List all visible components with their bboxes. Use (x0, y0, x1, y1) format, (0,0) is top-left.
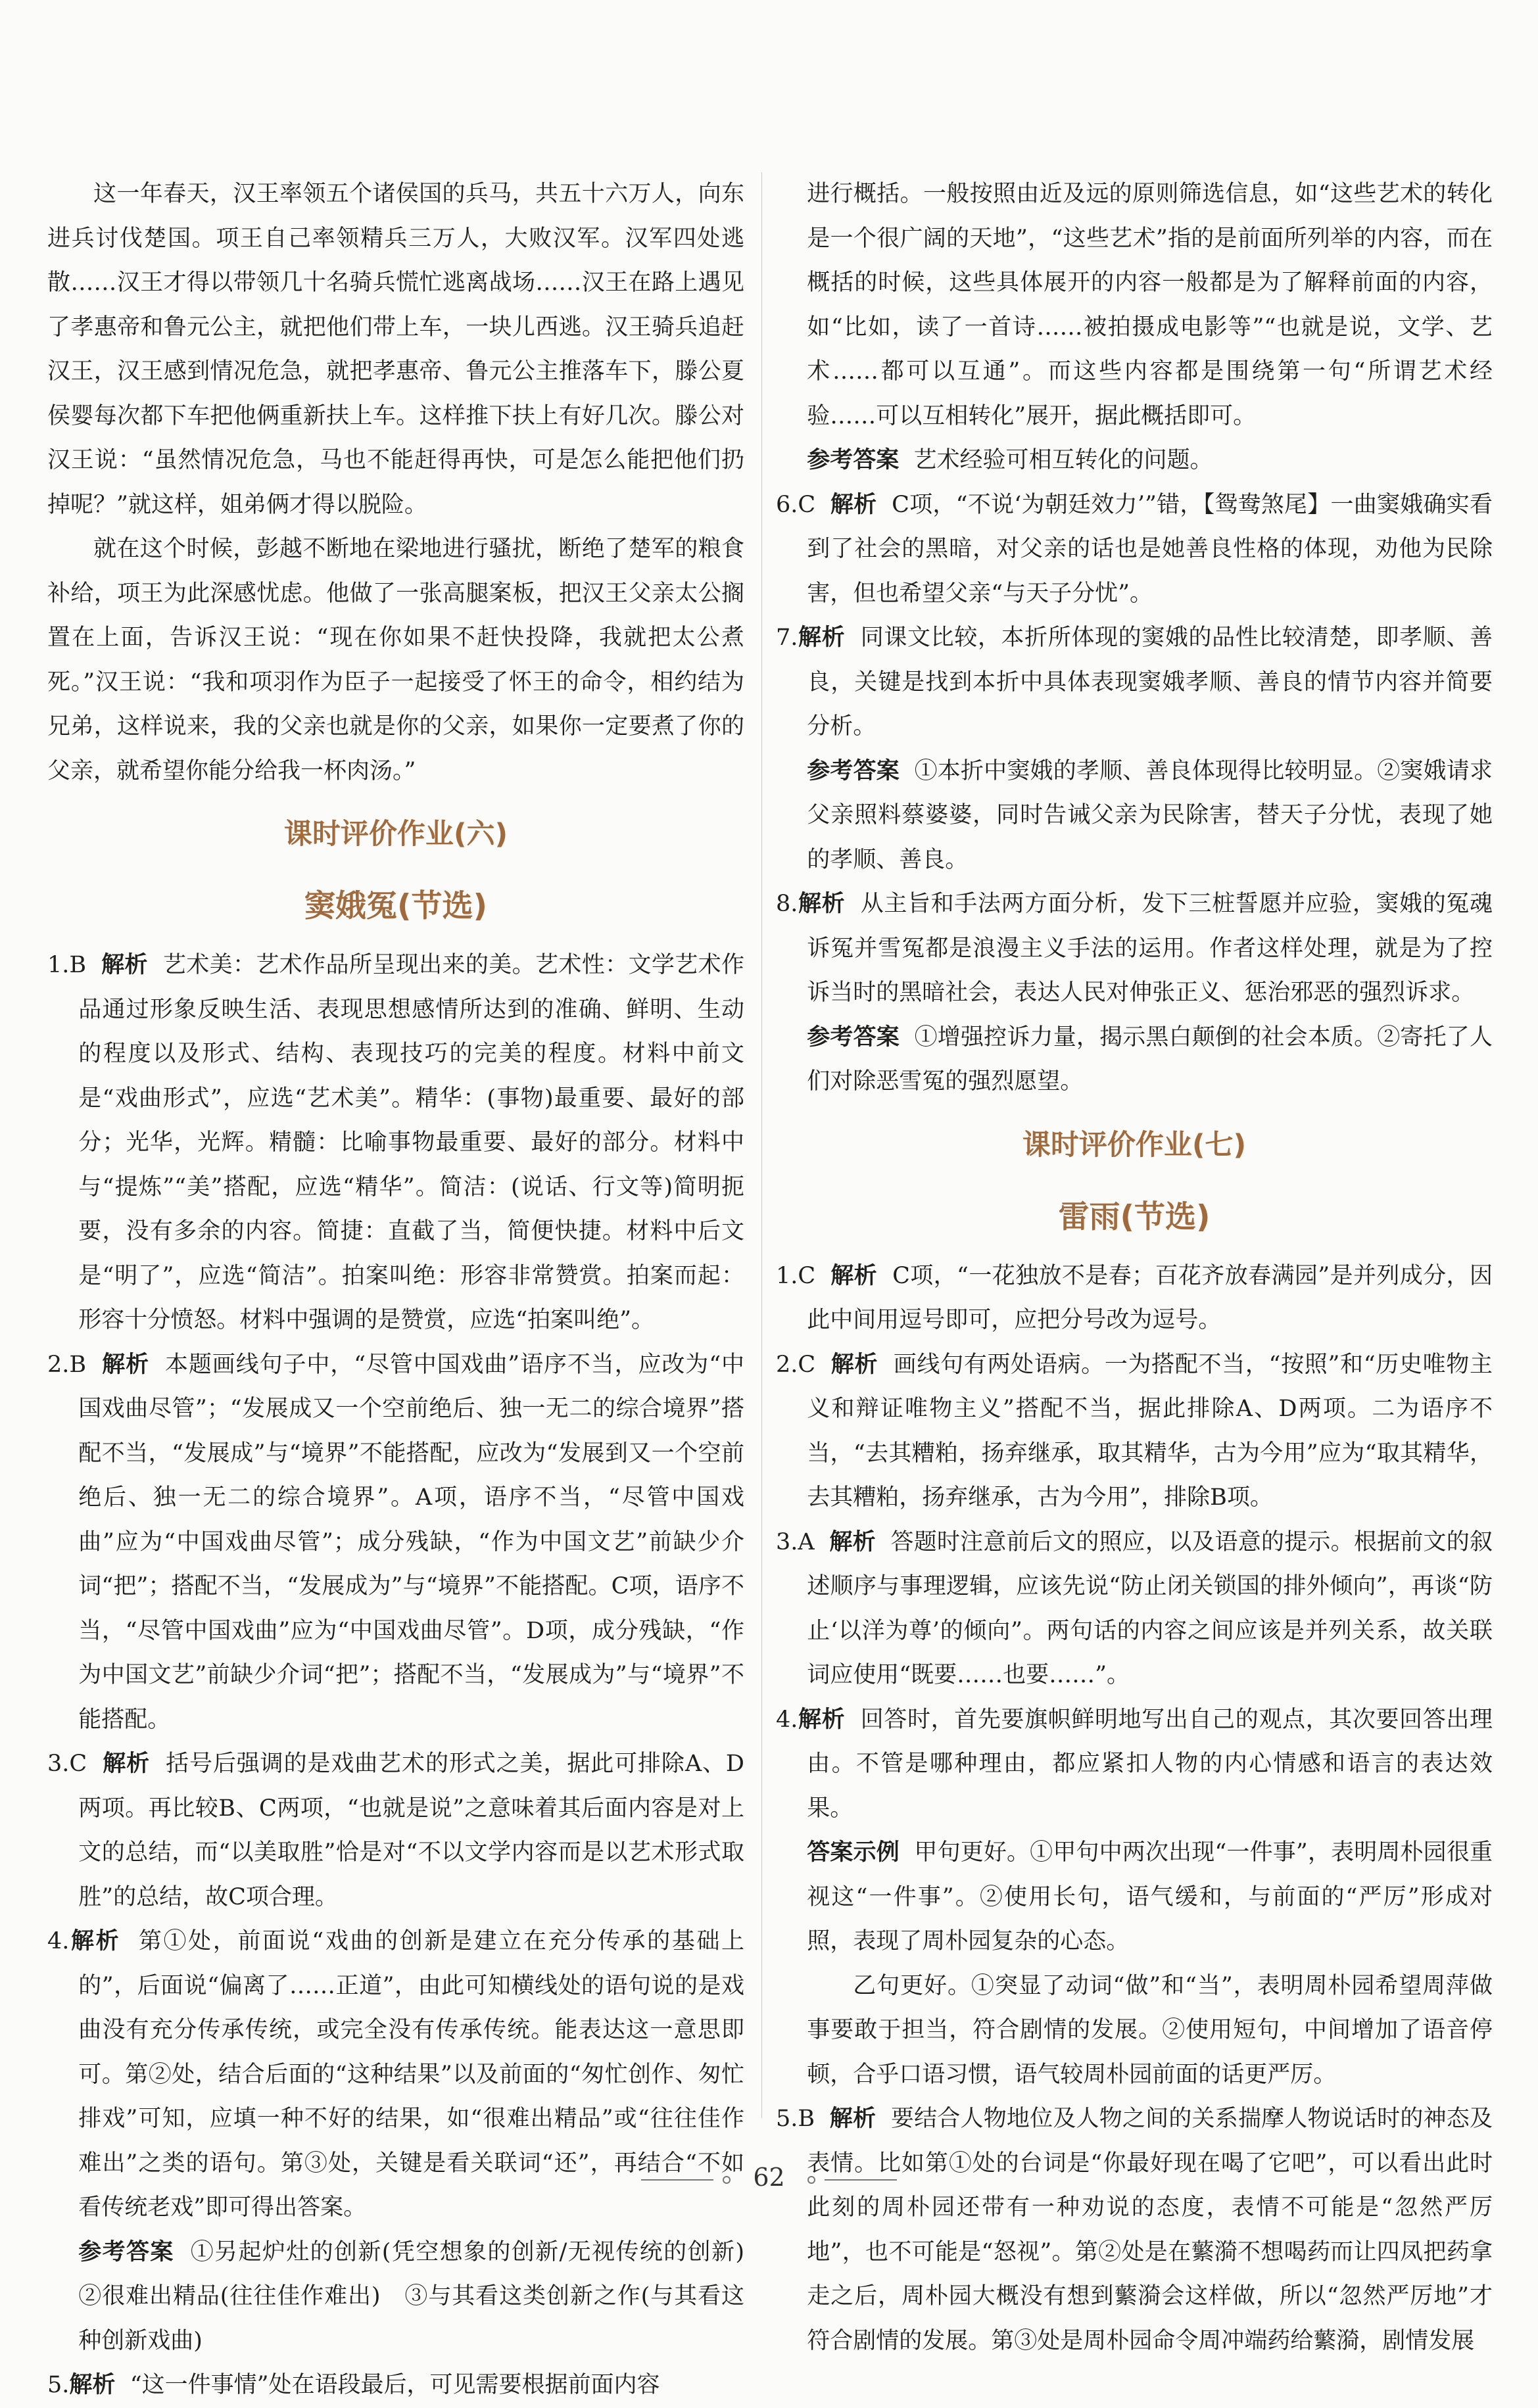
sample-answer-label: 答案示例 (807, 1839, 900, 1866)
analysis-label: 解析 (829, 2106, 877, 2132)
answer-item-5-continued: 进行概括。一般按照由近及远的原则筛选信息，如“这些艺术的转化是一个很广阔的天地”，“这些艺术”指的是前面所列举的内容，而在概括的时候，这些具体展开的内容一般都是为了解释前面的内容，如“比如，读了一首诗……被拍摄成电影等”“也就是说，文学、艺术……都可以互通”。而这些内容都是围绕第一句“所谓艺术经验……可以互相转化”展开，据此概括即可。 (807, 181, 1493, 429)
section-header-6: 课时评价作业(六) (283, 818, 508, 851)
analysis-label: 解析 (798, 891, 846, 917)
story-paragraph-1: 这一年春天，汉王率领五个诸侯国的兵马，共五十六万人，向东进兵讨伐楚国。项王自己率领精兵三万人，大败汉军。汉军四处逃散……汉王才得以带领几十名骑兵慌忙逃离战场……汉王在路上遇见了孝惠帝和鲁元公主，就把他们带上车，一块儿西逃。汉王骑兵追赶汉王，汉王感到情况危急，就把孝惠帝、鲁元公主推落车下，滕公夏侯婴每次都下车把他俩重新扶上车。这样推下扶上有好几次。滕公对汉王说：“虽然情况危急，马也不能赶得再快，可是怎么能把他们扔掉呢？”就这样，姐弟俩才得以脱险。 (47, 181, 744, 518)
item-number: 1.B (47, 952, 87, 978)
story-paragraph-2: 就在这个时候，彭越不断地在梁地进行骚扰，断绝了楚军的粮食补给，项王为此深感忧虑。他做了一张高腿案板，把汉王父亲太公搁置在上面，告诉汉王说：“现在你如果不赶快投降，我就把太公煮死。”汉王说：“我和项羽作为臣子一起接受了怀王的命令，相约结为兄弟，这样说来，我的父亲也就是你的父亲，如果你一定要煮了你的父亲，就希望你能分给我一杯肉汤。” (47, 536, 744, 784)
item-number: 3.C (47, 1751, 87, 1777)
reference-answer-text: ①另起炉灶的创新(凭空想象的创新/无视传统的创新) ②很难出精品(往往佳作难出) ③与其看这类创新之作(与其看这种创新戏曲) (78, 2238, 767, 2354)
analysis-label: 解析 (103, 1751, 151, 1777)
answer-item-2 (47, 1343, 744, 1743)
analysis-text: 回答时，首先要旗帜鲜明地写出自己的观点，其次要回答出理由。不管是哪种理由，都应紧扣人物的内心情感和语言的表达效果。 (807, 1706, 1493, 1822)
section-title-thunderstorm: 雷雨(节选) (1058, 1198, 1211, 1235)
item-number: 4. (776, 1706, 798, 1733)
reference-answer-4 (47, 2231, 767, 2364)
answer-item-8 (776, 882, 1493, 1016)
reference-answer-text: ①本折中窦娥的孝顺、善良体现得比较明显。②窦娥请求父亲照料蔡婆婆，同时告诫父亲为民除害，替天子分忧，表现了她的孝顺、善良。 (807, 757, 1493, 873)
reference-answer-text: ①增强控诉力量，揭示黑白颠倒的社会本质。②寄托了人们对除恶雪冤的强烈愿望。 (807, 1024, 1493, 1095)
analysis-text: 画线句有两处语病。一为搭配不当，“按照”和“历史唯物主义和辩证唯物主义”搭配不当，据此排除A、D两项。二为语序不当，“去其糟粕，扬弃继承，取其精华，古为今用”应为“取其精华，去其糟粕，扬弃继承，古为今用”，排除B项。 (807, 1351, 1493, 1511)
analysis-label: 解析 (829, 1528, 876, 1555)
reference-answer-8 (776, 1016, 1493, 1104)
item-number: 6.C (776, 491, 816, 518)
analysis-text: 同课文比较，本折所体现的窦娥的品性比较清楚，即孝顺、善良，关键是找到本折中具体表现窦娥孝顺、善良的情节内容并简要分析。 (807, 625, 1493, 740)
analysis-text: 从主旨和手法两方面分析，发下三桩誓愿并应验，窦娥的冤魂诉冤并雪冤都是浪漫主义手法的运用。作者这样处理，就是为了控诉当时的黑暗社会，表达人民对伸张正义、惩治邪恶的强烈诉求。 (807, 891, 1493, 1006)
sample-answer-r4 (776, 1831, 1493, 1964)
item-number: 7. (776, 625, 798, 651)
reference-answer-7 (776, 749, 1493, 883)
analysis-text: 答题时注意前后文的照应，以及语意的提示。根据前文的叙述顺序与事理逻辑，应该先说“防止闭关锁国的排外倾向”，再谈“防止‘以洋为尊’的倾向”。两句话的内容之间应该是并列关系，故关联词应使用“既要……也要……”。 (807, 1528, 1493, 1688)
item-number: 5.B (776, 2106, 815, 2132)
analysis-text: C项，“一花独放不是春；百花齐放春满园”是并列成分，因此中间用逗号即可，应把分号改为逗号。 (807, 1262, 1493, 1333)
reference-answer-5 (776, 438, 1493, 483)
answer-item-r5 (776, 2097, 1493, 2363)
column-divider (761, 172, 762, 2118)
footer-dot-right (807, 2176, 815, 2184)
answer-item-7 (776, 616, 1493, 749)
section-title-dou-e: 窦娥冤(节选) (304, 888, 487, 924)
analysis-label: 解析 (102, 1351, 149, 1378)
analysis-label: 解析 (69, 1928, 121, 1954)
analysis-text: 艺术美：艺术作品所呈现出来的美。艺术性：文学艺术作品通过形象反映生活、表现思想感情所达到的准确、鲜明、生动的程度以及形式、结构、表现技巧的完美的程度。材料中前文是“戏曲形式”，应选“艺术美”。精华：(事物)最重要、最好的部分；光华，光辉。精髓：比喻事物最重要、最好的部分。材料中与“提炼”“美”搭配，应选“精华”。简洁：(说话、行文等)简明扼要，没有多余的内容。简捷：直截了当，简便快捷。材料中后文是“明了”，应选“简洁”。拍案叫绝：形容非常赞赏。拍案而起：形容十分愤怒。材料中强调的是赞赏，应选“拍案叫绝”。 (78, 952, 744, 1333)
answer-item-r4 (776, 1698, 1493, 1831)
item-number: 2.C (776, 1351, 816, 1378)
right-column (776, 172, 1493, 2363)
analysis-text: 括号后强调的是戏曲艺术的形式之美，据此可排除A、D两项。再比较B、C两项，“也就是说”之意味着其后面内容是对上文的总结，而“以美取胜”恰是对“不以文学内容而是以艺术形式取胜”的总结，故C项合理。 (78, 1751, 744, 1910)
page-footer (0, 2163, 1538, 2192)
item-number: 5. (47, 2372, 70, 2398)
analysis-label: 解析 (830, 491, 877, 518)
sample-answer-text: 甲句更好。①甲句中两次出现“一件事”，表明周朴园很重视这“一件事”。②使用长句，语气缓和，与前面的“严厉”形成对照，表现了周朴园复杂的心态。 (807, 1839, 1493, 1954)
section-header-7: 课时评价作业(七) (1022, 1128, 1247, 1162)
analysis-label: 解析 (69, 2372, 116, 2398)
analysis-label: 解析 (798, 1706, 846, 1733)
answer-item-r2 (776, 1343, 1493, 1521)
item-number: 3.A (776, 1528, 815, 1555)
reference-answer-label: 参考答案 (78, 2238, 174, 2265)
sample-answer-r4-alt: 乙句更好。①突显了动词“做”和“当”，表明周朴园希望周萍做事要敢于担当，符合剧情的发展。②使用短句，中间增加了语音停顿，合乎口语习惯，语气较周朴园前面的话更严厉。 (807, 1972, 1493, 2088)
footer-rule-right (825, 2179, 897, 2181)
item-number: 4. (47, 1928, 70, 1954)
analysis-text: “这一件事情”处在语段最后，可见需要根据前面内容 (130, 2372, 660, 2398)
reference-answer-label: 参考答案 (807, 757, 900, 784)
analysis-text: 本题画线句子中，“尽管中国戏曲”语序不当，应改为“中国戏曲尽管”；“发展成又一个空前绝后、独一无二的综合境界”搭配不当，“发展成”与“境界”不能搭配，应改为“发展到又一个空前绝后、独一无二的综合境界”。A项，语序不当，“尽管中国戏曲”应为“中国戏曲尽管”；成分残缺，“作为中国文艺”前缺少介词“把”；搭配不当，“发展成为”与“境界”不能搭配。C项，语序不当，“尽管中国戏曲”应为“中国戏曲尽管”。D项，成分残缺，“作为中国文艺”前缺少介词“把”；搭配不当，“发展成为”与“境界”不能搭配。 (78, 1351, 744, 1733)
reference-answer-label: 参考答案 (807, 447, 900, 473)
reference-answer-label: 参考答案 (807, 1024, 900, 1051)
analysis-text: 要结合人物地位及人物之间的关系揣摩人物说话时的神态及表情。比如第①处的台词是“你最好现在喝了它吧”，可以看出此时此刻的周朴园还带有一种劝说的态度，表情不可能是“忽然严厉地”，也不可能是“怒视”。第②处是在蘩漪不想喝药而让四凤把药拿走之后，周朴园大概没有想到蘩漪会这样做，所以“忽然严厉地”才符合剧情的发展。第③处是周朴园命令周冲端药给蘩漪，剧情发展 (807, 2106, 1493, 2354)
analysis-label: 解析 (798, 625, 846, 651)
left-column (47, 172, 767, 2408)
answer-item-5 (47, 2363, 744, 2408)
footer-rule-left (641, 2179, 713, 2181)
answer-item-6 (776, 483, 1493, 617)
analysis-text: 第①处，前面说“戏曲的创新是建立在充分传承的基础上的”，后面说“偏离了……正道”，由此可知横线处的语句说的是戏曲没有充分传承传统，或完全没有传承传统。能表达这一意思即可。第②处，结合后面的“这种结果”以及前面的“匆忙创作、匆忙排戏”可知，应填一种不好的结果，如“很难出精品”或“往往佳作难出”之类的语句。第③处，关键是看关联词“还”，再结合“不如看传统老戏”即可得出答案。 (78, 1928, 744, 2221)
analysis-label: 解析 (830, 1262, 878, 1289)
item-number: 2.B (47, 1351, 87, 1378)
reference-answer-text: 艺术经验可相互转化的问题。 (913, 447, 1213, 473)
analysis-label: 解析 (101, 952, 148, 978)
item-number: 8. (776, 891, 798, 917)
analysis-label: 解析 (830, 1351, 878, 1378)
analysis-text: C项，“不说‘为朝廷效力’”错，【鸳鸯煞尾】一曲窦娥确实看到了社会的黑暗，对父亲的话也是她善良性格的体现，劝他为民除害，但也希望父亲“与天子分忧”。 (807, 491, 1493, 607)
answer-item-r1 (776, 1254, 1493, 1343)
page-number: 62 (753, 2163, 785, 2192)
answer-item-r3 (776, 1521, 1493, 1698)
item-number: 1.C (776, 1262, 816, 1289)
footer-dot-left (723, 2176, 731, 2184)
answer-item-3 (47, 1742, 744, 1920)
answer-item-1 (47, 943, 744, 1343)
